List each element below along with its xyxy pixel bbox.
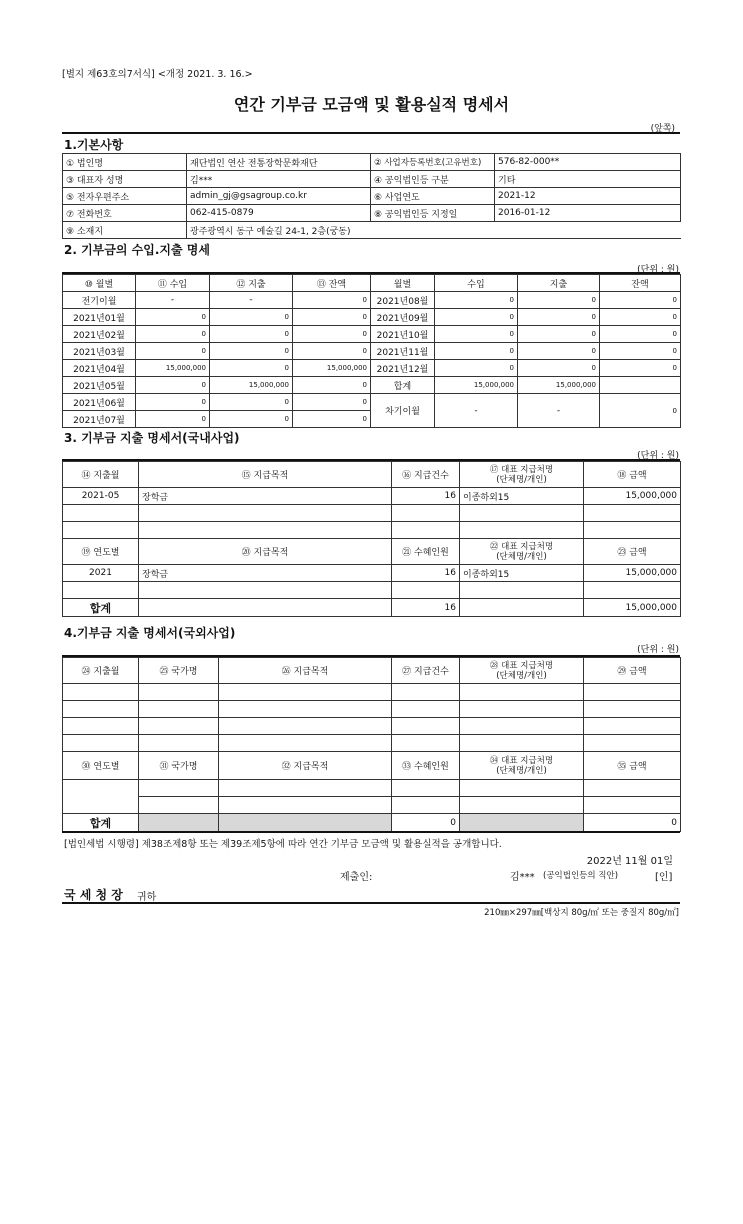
recipient-cell: 이종하외15 [460, 565, 584, 582]
col-recipient-2-line2: (단체명/개인) [496, 765, 547, 776]
total-label: 합계 [63, 599, 139, 617]
month-cell: 2021년06월 [63, 394, 136, 411]
section4-unit: (단위 : 원) [637, 645, 679, 655]
total-row [63, 599, 681, 617]
submitter-role: (공익법인등의 직안) [543, 871, 619, 881]
section1-heading: 1.기본사항 [64, 138, 124, 152]
balance-cell: 0 [293, 394, 371, 411]
expense-month-cell: 2021-05 [63, 488, 139, 505]
balance-cell: 0 [293, 309, 371, 326]
col-month: ⑩ 월별 [63, 275, 136, 292]
table-header-row [63, 275, 681, 292]
label-designation-date: ⑧ 공익법인등 지정일 [371, 205, 495, 222]
table-row [63, 582, 681, 599]
balance-cell: 0 [600, 343, 681, 360]
table-row [63, 292, 681, 309]
table-row [63, 735, 681, 752]
col-country: ㉕ 국가명 [139, 658, 219, 684]
value-designation-date: 2016-01-12 [495, 205, 681, 222]
seal-mark: [인] [655, 872, 673, 883]
balance-cell: 15,000,000 [293, 360, 371, 377]
purpose-cell: 장학금 [139, 488, 392, 505]
total-expense-cell: 15,000,000 [518, 377, 600, 394]
month-cell: 2021년03월 [63, 343, 136, 360]
expense-cell: 15,000,000 [210, 377, 293, 394]
col-recipient-2 [460, 752, 584, 780]
col-income-2: 수입 [435, 275, 518, 292]
month-cell: 2021년12월 [371, 360, 435, 377]
table-row [63, 377, 681, 394]
basic-info-row [63, 205, 681, 222]
basic-info-table [62, 153, 681, 239]
col-recipient-line2: (단체명/개인) [496, 670, 547, 681]
table-header-row [63, 462, 681, 488]
table-row [63, 780, 681, 797]
col-recipient [460, 658, 584, 684]
month-cell: 2021년08월 [371, 292, 435, 309]
amount-cell: 15,000,000 [584, 565, 681, 582]
month-cell: 2021년11월 [371, 343, 435, 360]
total-label: 합계 [63, 814, 139, 832]
carry-forward-income: - [435, 394, 518, 428]
col-balance: ⑬ 잔액 [293, 275, 371, 292]
income-cell: 0 [435, 292, 518, 309]
balance-cell: 0 [293, 292, 371, 309]
expense-cell: 0 [518, 292, 600, 309]
income-cell: 0 [435, 309, 518, 326]
col-expense-month: ⑭ 지출월 [63, 462, 139, 488]
amount-cell: 15,000,000 [584, 488, 681, 505]
label-corp-name: ① 법인명 [63, 154, 187, 171]
expense-cell: 0 [210, 411, 293, 428]
purpose-cell: 장학금 [139, 565, 392, 582]
submitter-label: 제출인: [340, 872, 373, 883]
col-year: ⑲ 연도별 [63, 539, 139, 565]
expense-cell: 0 [210, 360, 293, 377]
label-phone: ⑦ 전화번호 [63, 205, 187, 222]
table-row [63, 522, 681, 539]
table-header-row [63, 752, 681, 780]
value-rep-name: 김*** [187, 171, 371, 188]
table-row [63, 488, 681, 505]
recipient-honorific: 귀하 [137, 892, 157, 903]
income-cell: 0 [136, 326, 210, 343]
paper-spec: 210㎜×297㎜[백상지 80g/㎡ 또는 중질지 80g/㎡] [484, 908, 679, 918]
table-row [63, 565, 681, 582]
table-row [63, 394, 681, 411]
total-count: 0 [392, 814, 460, 832]
label-fiscal-year: ⑥ 사업연도 [371, 188, 495, 205]
label-address: ⑨ 소재지 [63, 222, 187, 239]
recipient-cell: 이종하외15 [460, 488, 584, 505]
balance-cell: 0 [600, 326, 681, 343]
label-email: ⑤ 전자우편주소 [63, 188, 187, 205]
expense-cell: 0 [210, 343, 293, 360]
overseas-expense-table [62, 657, 681, 832]
col-purpose-2: ㉜ 지급목적 [219, 752, 392, 780]
label-corp-type: ④ 공익법인등 구분 [371, 171, 495, 188]
expense-cell: 0 [210, 326, 293, 343]
expense-cell: 0 [518, 343, 600, 360]
month-cell: 2021년02월 [63, 326, 136, 343]
col-beneficiaries: ㉑ 수혜인원 [392, 539, 460, 565]
year-cell: 2021 [63, 565, 139, 582]
col-purpose: ⑮ 지급목적 [139, 462, 392, 488]
carry-forward-expense: - [518, 394, 600, 428]
expense-cell: 0 [210, 309, 293, 326]
month-cell: 2021년10월 [371, 326, 435, 343]
balance-cell: 0 [293, 343, 371, 360]
month-cell: 2021년04월 [63, 360, 136, 377]
col-recipient-2-line1: ㉒ 대표 지급처명 [489, 541, 554, 552]
balance-cell: 0 [600, 292, 681, 309]
income-cell: 0 [435, 360, 518, 377]
expense-cell: 0 [210, 394, 293, 411]
income-cell: - [136, 292, 210, 309]
basic-info-row [63, 222, 681, 239]
col-balance-2: 잔액 [600, 275, 681, 292]
total-income-cell: 15,000,000 [435, 377, 518, 394]
col-month-2: 월별 [371, 275, 435, 292]
submission-date: 2022년 11월 01일 [586, 856, 673, 867]
col-income: ⑪ 수입 [136, 275, 210, 292]
basic-info-row [63, 188, 681, 205]
col-recipient-line1: ⑰ 대표 지급처명 [489, 464, 554, 475]
submitter-name: 김*** [510, 872, 535, 883]
value-fiscal-year: 2021-12 [495, 188, 681, 205]
value-corp-type: 기타 [495, 171, 681, 188]
table-row [63, 797, 681, 814]
col-recipient [460, 462, 584, 488]
income-expense-table [62, 274, 681, 428]
col-expense-2: 지출 [518, 275, 600, 292]
section3-unit: (단위 : 원) [637, 451, 679, 461]
col-recipient-2 [460, 539, 584, 565]
basic-info-row [63, 171, 681, 188]
beneficiaries-cell: 16 [392, 565, 460, 582]
value-corp-name: 재단법인 연산 전통장학문화재단 [187, 154, 371, 171]
count-cell: 16 [392, 488, 460, 505]
col-count: ⑯ 지급건수 [392, 462, 460, 488]
table-header-row [63, 658, 681, 684]
carry-forward-balance: 0 [600, 394, 681, 428]
income-cell: 15,000,000 [136, 360, 210, 377]
label-rep-name: ③ 대표자 성명 [63, 171, 187, 188]
total-balance-cell [600, 377, 681, 394]
balance-cell: 0 [600, 360, 681, 377]
month-cell: 2021년07월 [63, 411, 136, 428]
table-row [63, 343, 681, 360]
month-cell: 2021년05월 [63, 377, 136, 394]
total-label-cell: 합계 [371, 377, 435, 394]
col-expense: ⑫ 지출 [210, 275, 293, 292]
table-row [63, 309, 681, 326]
total-amount: 0 [584, 814, 681, 832]
carry-forward-label: 차기이월 [371, 394, 435, 428]
page-side-label: (앞쪽) [650, 124, 675, 134]
col-beneficiaries: ㉝ 수혜인원 [392, 752, 460, 780]
month-cell: 2021년09월 [371, 309, 435, 326]
value-address: 광주광역시 동구 예술길 24-1, 2층(궁동) [187, 222, 681, 239]
section2-heading: 2. 기부금의 수입.지출 명세 [64, 243, 210, 257]
table-row [63, 701, 681, 718]
balance-cell: 0 [293, 377, 371, 394]
col-amount: ⑱ 금액 [584, 462, 681, 488]
page-title: 연간 기부금 모금액 및 활용실적 명세서 [233, 95, 510, 114]
total-row [63, 814, 681, 832]
expense-cell: - [210, 292, 293, 309]
section4-heading: 4.기부금 지출 명세서(국외사업) [64, 626, 236, 640]
balance-cell: 0 [293, 411, 371, 428]
legal-statement: [법인세법 시행령] 제38조제8항 또는 제39조제5항에 따라 연간 기부금 모금액 및 활용실적을 공개합니다. [64, 839, 502, 850]
col-purpose: ㉖ 지급목적 [219, 658, 392, 684]
col-purpose-2: ⑳ 지급목적 [139, 539, 392, 565]
col-count: ㉗ 지급건수 [392, 658, 460, 684]
income-cell: 0 [136, 411, 210, 428]
balance-cell: 0 [293, 326, 371, 343]
table-row [63, 326, 681, 343]
recipient-office: 국 세 청 장 [64, 888, 123, 902]
col-amount-2: ㉓ 금액 [584, 539, 681, 565]
value-email: admin_gj@gsagroup.co.kr [187, 188, 371, 205]
month-cell: 2021년01월 [63, 309, 136, 326]
value-phone: 062-415-0879 [187, 205, 371, 222]
table-row [63, 718, 681, 735]
expense-cell: 0 [518, 326, 600, 343]
expense-cell: 0 [518, 360, 600, 377]
month-cell: 전기이월 [63, 292, 136, 309]
domestic-expense-table [62, 461, 681, 617]
table-row [63, 684, 681, 701]
col-recipient-2-line1: ㉞ 대표 지급처명 [489, 755, 554, 766]
income-cell: 0 [435, 326, 518, 343]
col-recipient-2-line2: (단체명/개인) [496, 551, 547, 562]
section3-heading: 3. 기부금 지출 명세서(국내사업) [64, 431, 240, 445]
total-amount: 15,000,000 [584, 599, 681, 617]
income-cell: 0 [136, 343, 210, 360]
table-row [63, 360, 681, 377]
table-header-row [63, 539, 681, 565]
income-cell: 0 [136, 394, 210, 411]
basic-info-row [63, 154, 681, 171]
section2-unit: (단위 : 원) [637, 265, 679, 275]
col-year: ㉚ 연도별 [63, 752, 139, 780]
label-biz-number: ② 사업자등록번호(고유번호) [371, 154, 495, 171]
col-amount-2: ㉟ 금액 [584, 752, 681, 780]
balance-cell: 0 [600, 309, 681, 326]
value-biz-number: 576-82-000** [495, 154, 681, 171]
expense-cell: 0 [518, 309, 600, 326]
col-country-2: ㉛ 국가명 [139, 752, 219, 780]
col-recipient-line2: (단체명/개인) [496, 474, 547, 485]
col-recipient-line1: ㉘ 대표 지급처명 [489, 660, 554, 671]
total-count: 16 [392, 599, 460, 617]
income-cell: 0 [136, 377, 210, 394]
table-row [63, 505, 681, 522]
income-cell: 0 [136, 309, 210, 326]
form-number: [별지 제63호의7서식] <개정 2021. 3. 16.> [62, 69, 253, 80]
income-cell: 0 [435, 343, 518, 360]
col-amount: ㉙ 금액 [584, 658, 681, 684]
col-expense-month: ㉔ 지출월 [63, 658, 139, 684]
